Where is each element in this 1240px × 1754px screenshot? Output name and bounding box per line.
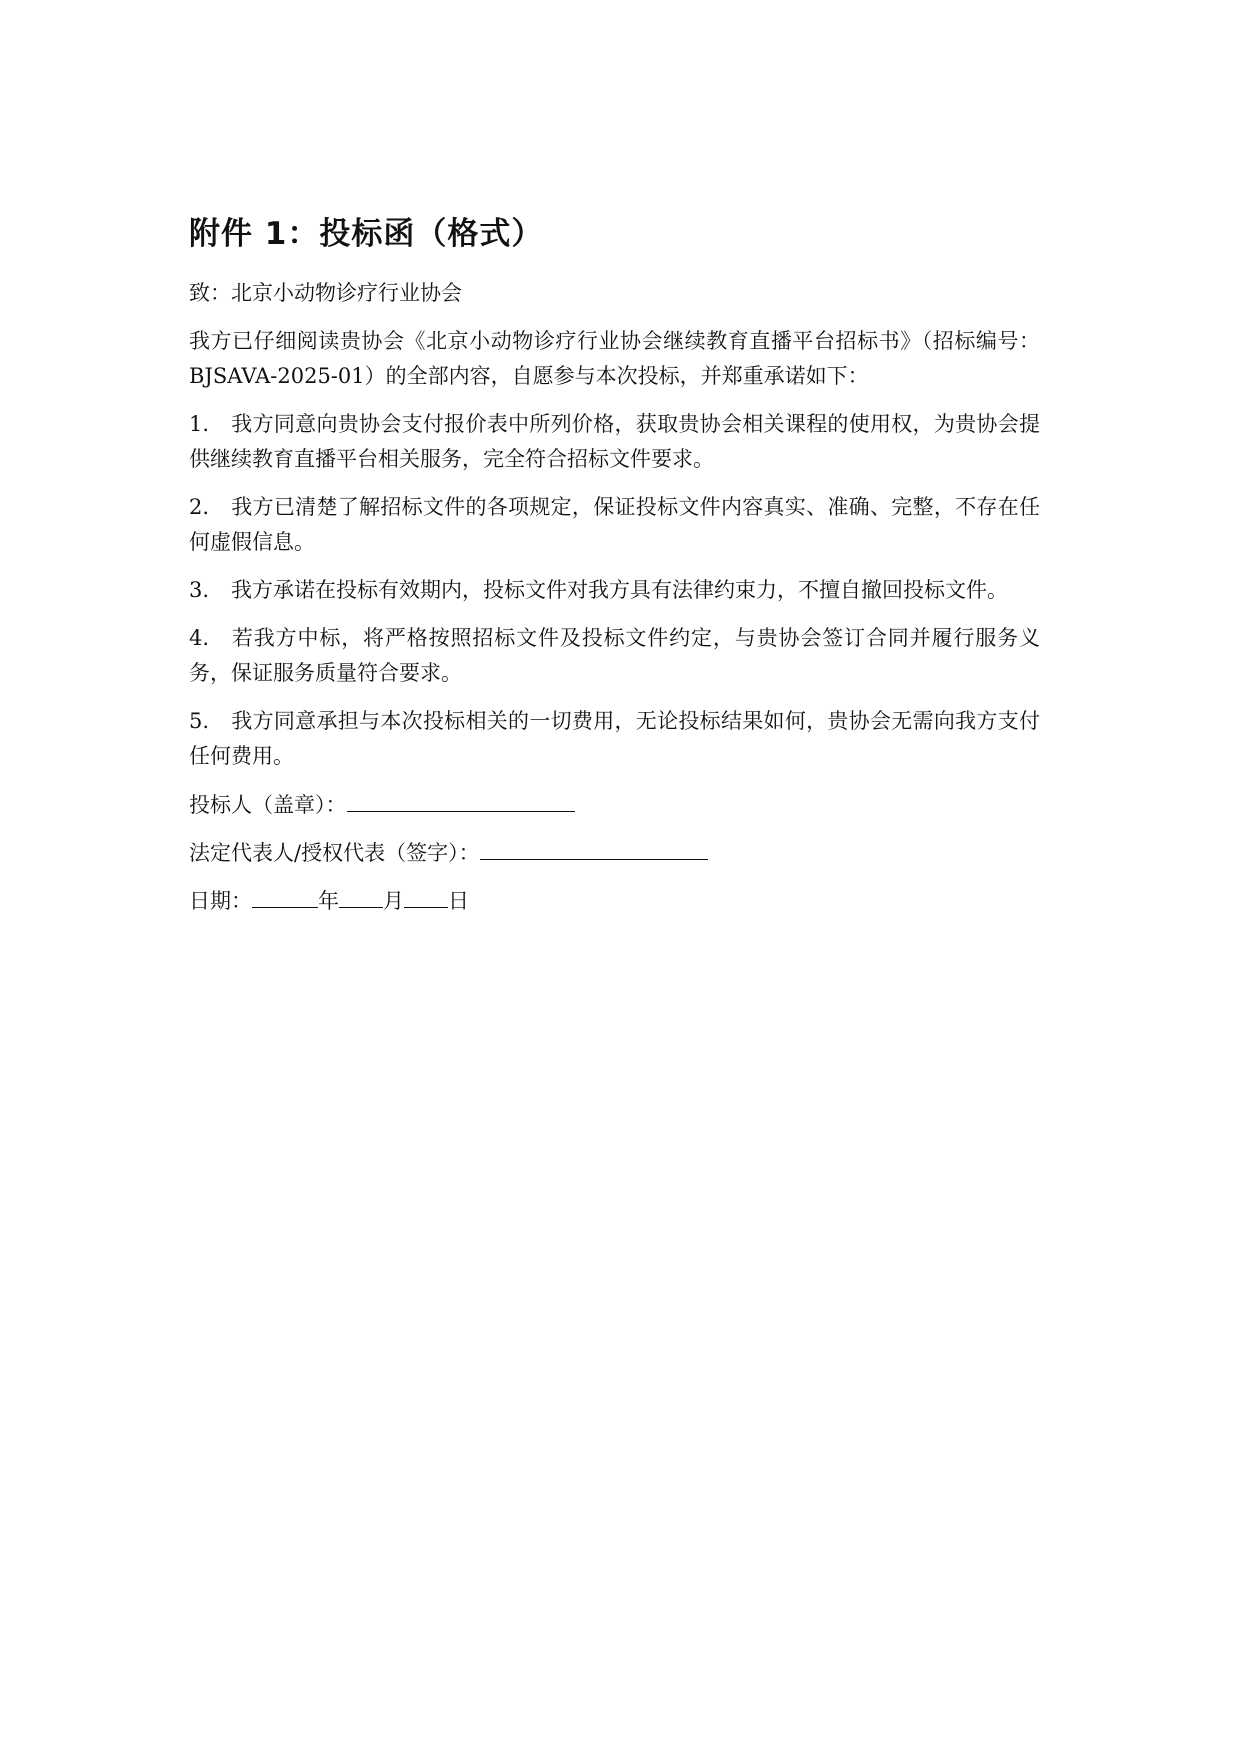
bidder-seal-line [189,787,1040,823]
representative-signature-blank[interactable] [480,835,708,860]
year-label: 年 [318,889,339,913]
item-number: 3. [189,578,210,602]
day-label: 日 [448,889,469,913]
addressee: 致：北京小动物诊疗行业协会 [189,281,462,305]
list-item [189,407,1040,477]
date-line [189,883,1040,919]
list-item [189,573,1040,608]
item-number: 4. [189,626,210,650]
item-number: 1. [189,412,210,436]
intro-paragraph: 我方已仔细阅读贵协会《北京小动物诊疗行业协会继续教育直播平台招标书》（招标编号：BJSAVA-2025-01）的全部内容，自愿参与本次投标，并郑重承诺如下： [189,329,1040,388]
year-blank[interactable] [252,883,318,908]
representative-signature-label: 法定代表人/授权代表（签字）： [189,841,480,865]
page-title: 附件 1：投标函（格式） [189,216,544,252]
bidder-seal-blank[interactable] [347,787,575,812]
item-text: 我方同意向贵协会支付报价表中所列价格，获取贵协会相关课程的使用权，为贵协会提供继续教育直播平台相关服务，完全符合招标文件要求。 [189,412,1040,471]
item-text: 我方同意承担与本次投标相关的一切费用，无论投标结果如何，贵协会无需向我方支付任何费用。 [189,709,1040,768]
month-blank[interactable] [339,883,383,908]
item-text: 若我方中标，将严格按照招标文件及投标文件约定，与贵协会签订合同并履行服务义务，保证服务质量符合要求。 [189,626,1040,685]
list-item [189,490,1040,560]
item-text: 我方承诺在投标有效期内，投标文件对我方具有法律约束力，不擅自撤回投标文件。 [231,578,1008,602]
document-content [189,212,1040,931]
day-blank[interactable] [404,883,448,908]
month-label: 月 [383,889,404,913]
item-text: 我方已清楚了解招标文件的各项规定，保证投标文件内容真实、准确、完整，不存在任何虚假信息。 [189,495,1040,554]
list-item [189,621,1040,691]
date-label: 日期： [189,889,252,913]
list-item [189,704,1040,774]
bidder-seal-label: 投标人（盖章）： [189,793,347,817]
representative-signature-line [189,835,1040,871]
item-number: 2. [189,495,210,519]
item-number: 5. [189,709,210,733]
